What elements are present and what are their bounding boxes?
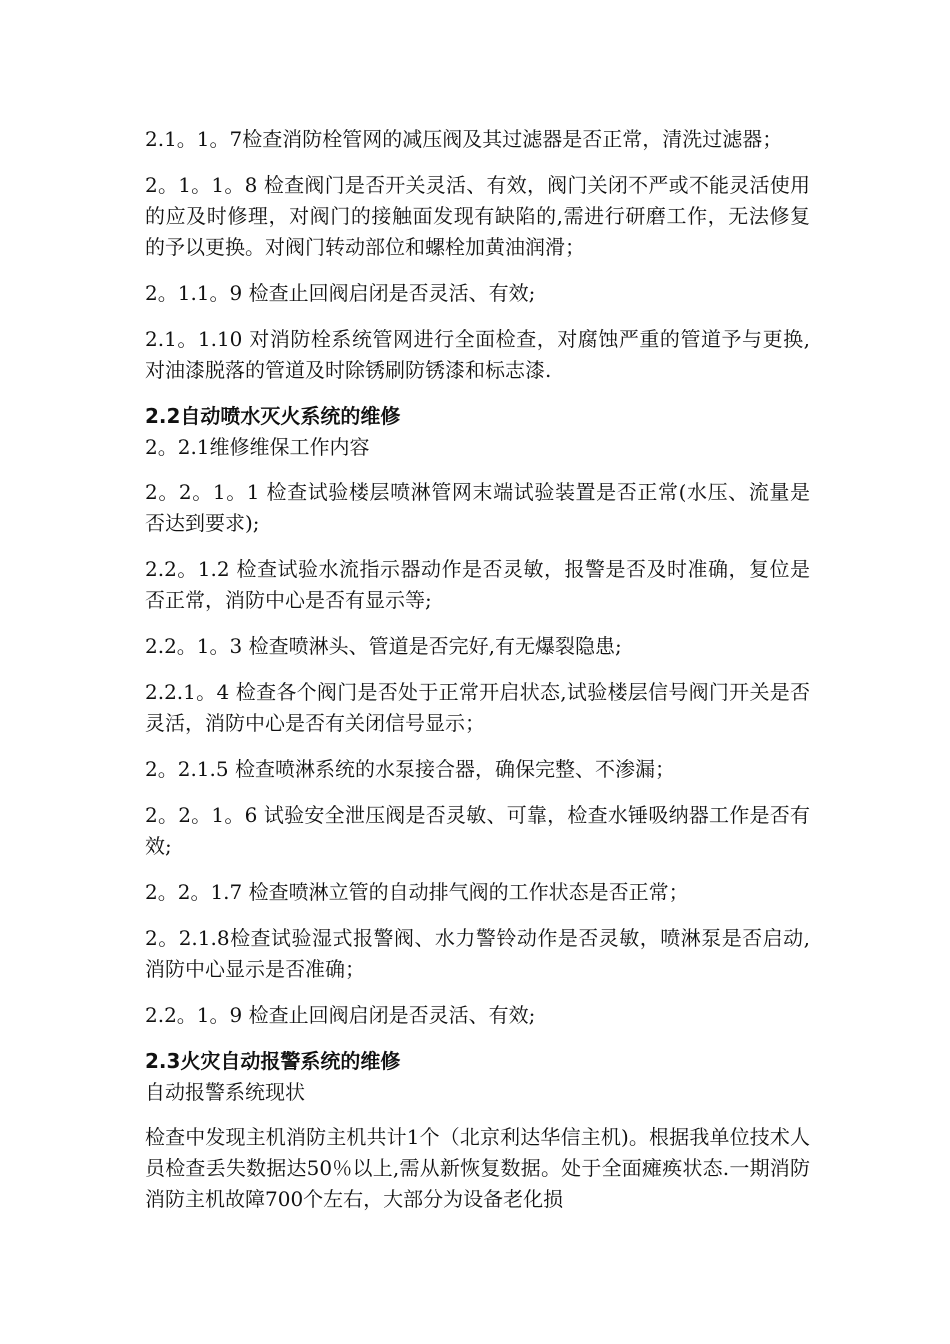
paragraph-2-1-1-9: 2。1.1。9 检查止回阀启闭是否灵活、有效; <box>145 281 536 305</box>
paragraph-2-1-1-10: 2.1。1.10 对消防栓系统管网进行全面检查，对腐蚀严重的管道予与更换,对油漆脱落的管道及时除锈刷防锈漆和标志漆. <box>145 327 810 382</box>
subsection-2-2-1: 2。2.1维修维保工作内容 <box>145 435 370 459</box>
paragraph-2-2-1-5: 2。2.1.5 检查喷淋系统的水泵接合器，确保完整、不渗漏； <box>145 757 675 781</box>
paragraph-2-1-1-7: 2.1。1。7检查消防栓管网的减压阀及其过滤器是否正常，清洗过滤器； <box>145 127 783 151</box>
paragraph-2-2-1-1: 2。2。1。1 检查试验楼层喷淋管网末端试验装置是否正常(水压、流量是否达到要求); <box>145 480 810 535</box>
paragraph-2-2-1-3: 2.2。1。3 检查喷淋头、管道是否完好,有无爆裂隐患; <box>145 634 622 658</box>
section-heading-2-3: 2.3火灾自动报警系统的维修 <box>145 1049 401 1073</box>
section-heading-2-2: 2.2自动喷水灭火系统的维修 <box>145 404 401 428</box>
paragraph-2-2-1-2: 2.2。1.2 检查试验水流指示器动作是否灵敏，报警是否及时准确，复位是否正常，消防中心是否有显示等; <box>145 557 810 612</box>
paragraph-2-2-1-8: 2。2.1.8检查试验湿式报警阀、水力警铃动作是否灵敏，喷淋泵是否启动,消防中心显示是否准确； <box>145 926 810 981</box>
paragraph-2-2-1-7: 2。2。1.7 检查喷淋立管的自动排气阀的工作状态是否正常； <box>145 880 689 904</box>
paragraph-2-2-1-9: 2.2。1。9 检查止回阀启闭是否灵活、有效; <box>145 1003 536 1027</box>
paragraph-2-2-1-6: 2。2。1。6 试验安全泄压阀是否灵敏、可靠，检查水锤吸纳器工作是否有效; <box>145 803 810 858</box>
paragraph-2-2-1-4: 2.2.1。4 检查各个阀门是否处于正常开启状态,试验楼层信号阀门开关是否灵活，消防中心是否有关闭信号显示； <box>145 680 810 735</box>
paragraph-alarm-status: 检查中发现主机消防主机共计1个（北京利达华信主机)。根据我单位技术人员检查丢失数据达50％以上,需从新恢复数据。处于全面瘫痪状态.一期消防消防主机故障700个左右，大部分为设备老化损 <box>145 1125 810 1211</box>
paragraph-2-1-1-8: 2。1。1。8 检查阀门是否开关灵活、有效，阀门关闭不严或不能灵活使用的应及时修理，对阀门的接触面发现有缺陷的,需进行研磨工作，无法修复的予以更换。对阀门转动部位和螺栓加黄油润滑； <box>145 173 810 259</box>
subsection-alarm-status: 自动报警系统现状 <box>145 1080 305 1104</box>
document-page <box>145 124 810 1230</box>
